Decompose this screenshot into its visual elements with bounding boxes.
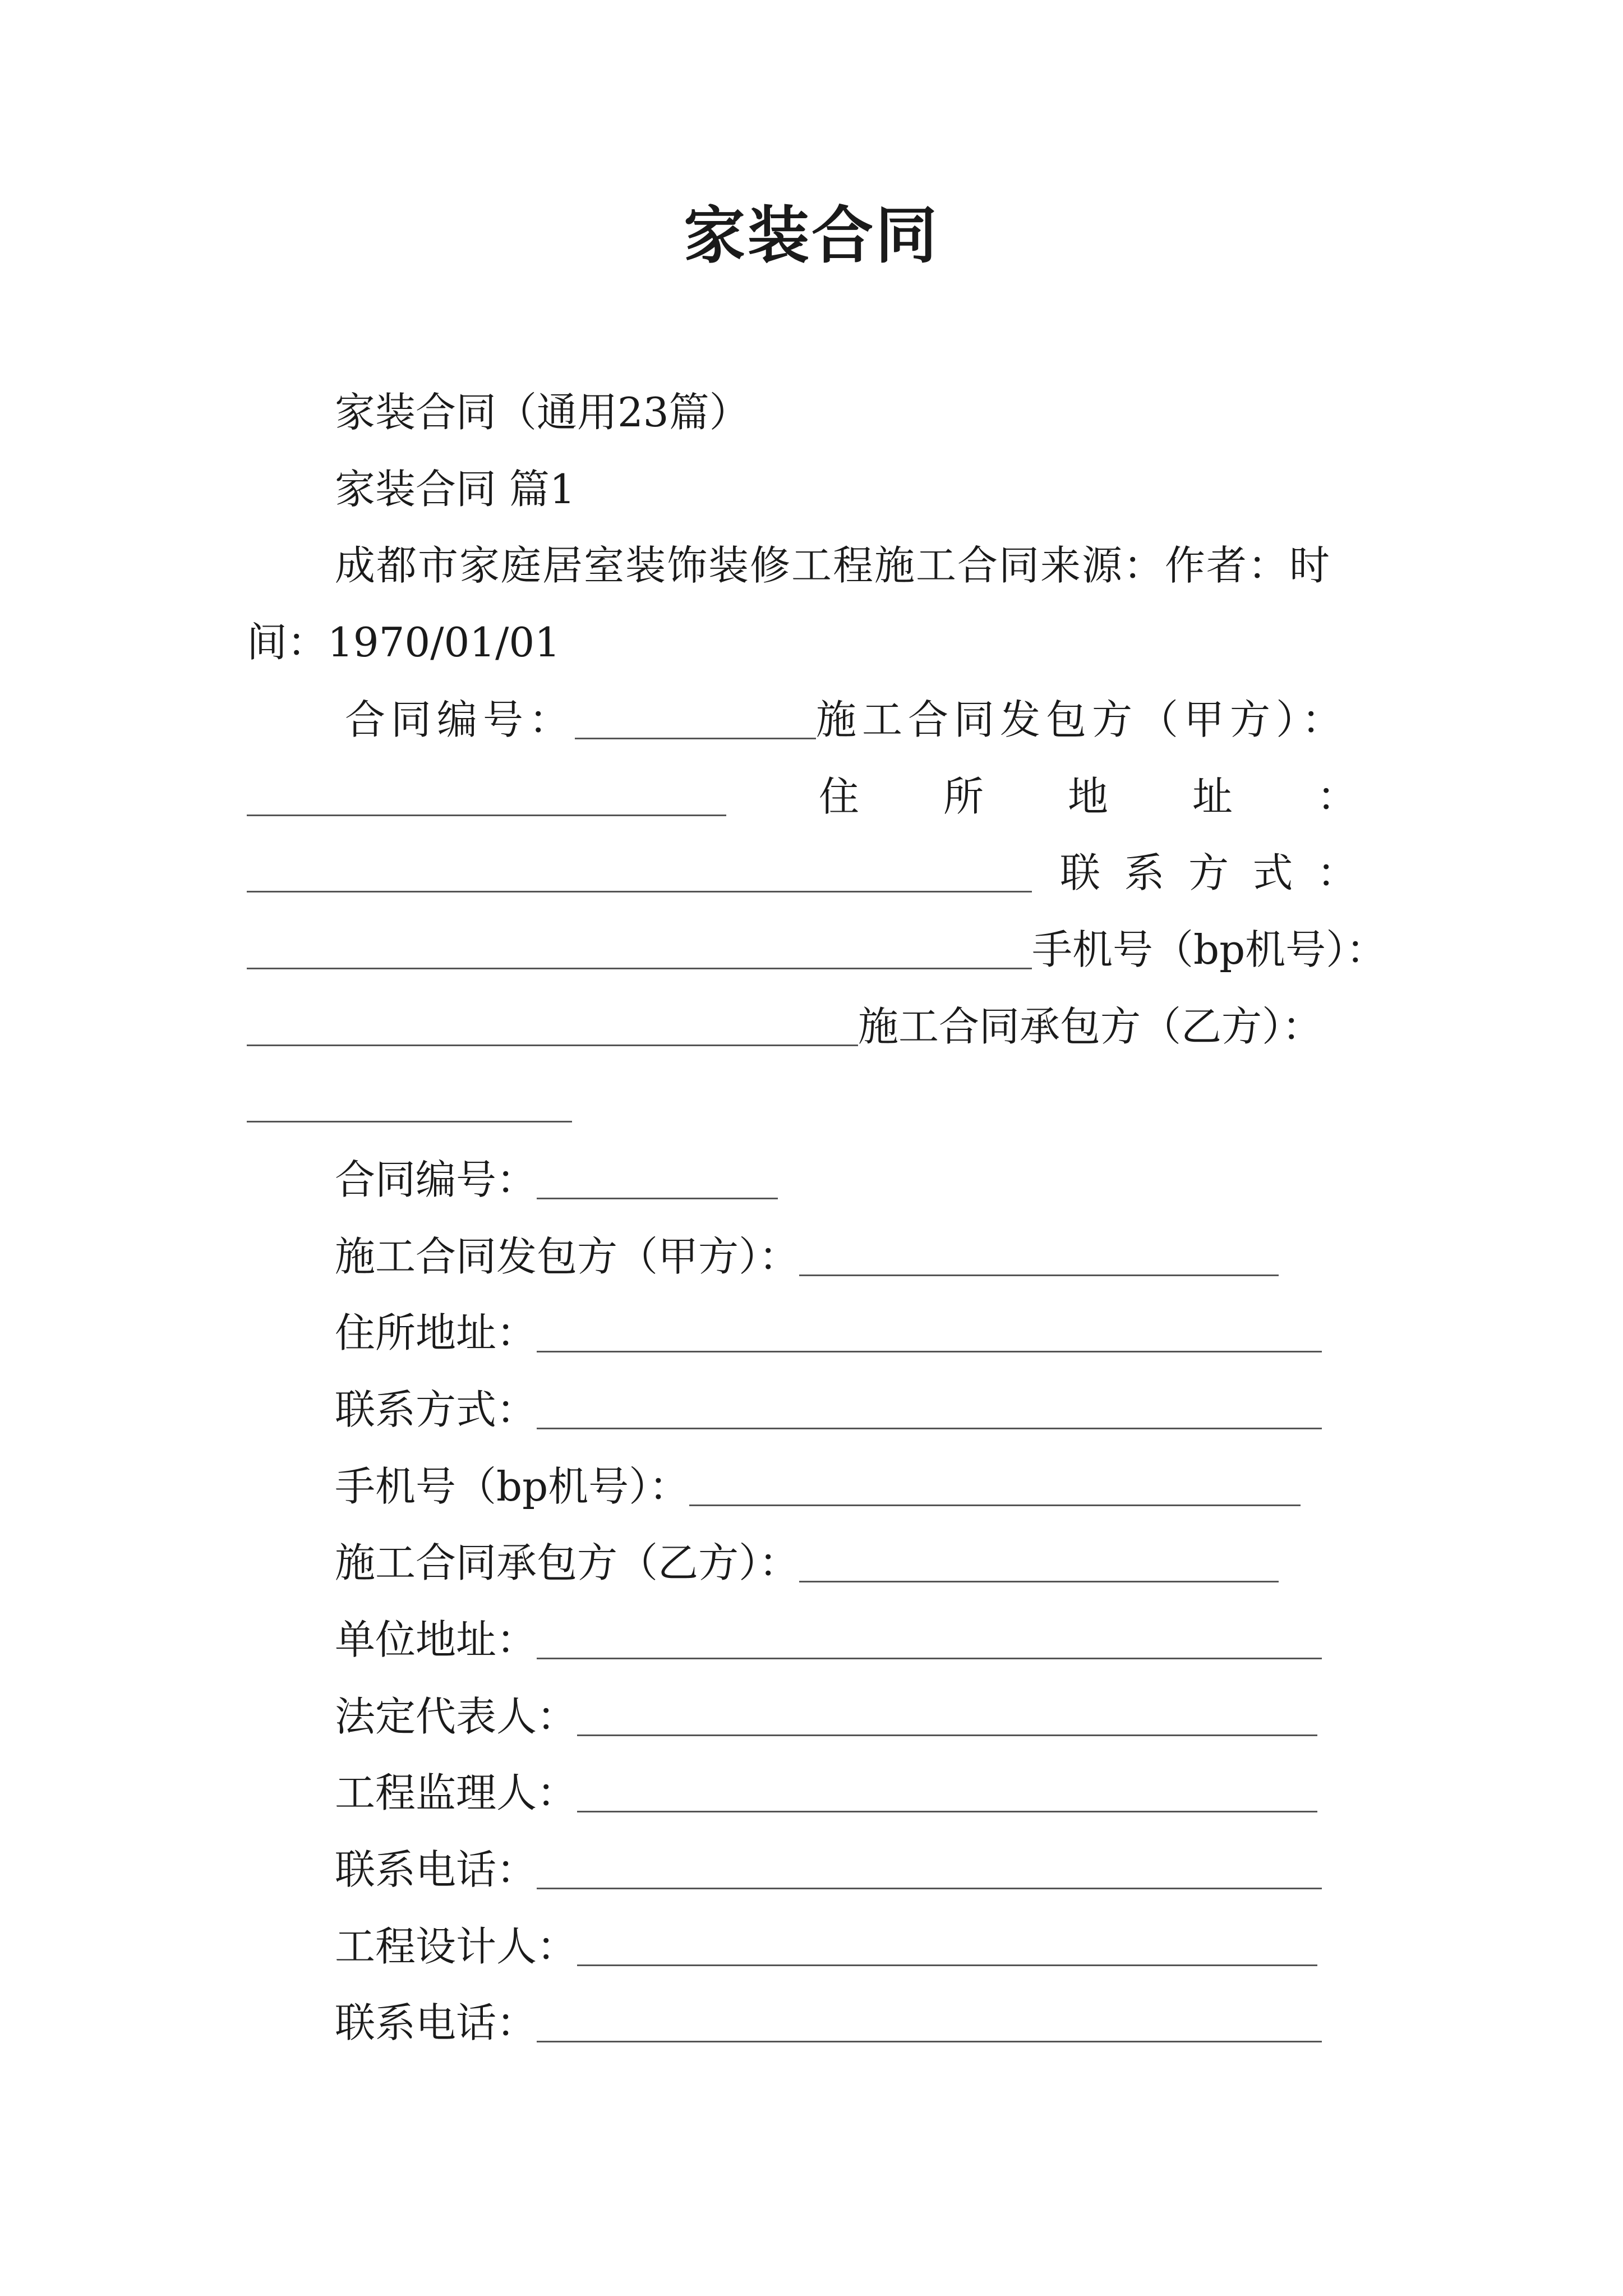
- dense-contact-label: 联 系 方 式 ：: [1060, 849, 1357, 896]
- contract-no-blank[interactable]: [537, 1152, 778, 1199]
- dense-contact-blank[interactable]: [247, 922, 1032, 969]
- dense-contract-no-label: 合同编号：: [345, 696, 575, 743]
- contact-blank[interactable]: [537, 1382, 1322, 1429]
- source-line-1: 成都市家庭居室装饰装修工程施工合同来源：作者：时: [335, 542, 1331, 589]
- dense-row-5: [247, 999, 1322, 1055]
- address-blank[interactable]: [537, 1305, 1322, 1352]
- dense-row-4: [247, 922, 1386, 978]
- dense-address-blank[interactable]: [247, 845, 1032, 892]
- dense-row-6: [247, 1075, 572, 1131]
- form-field-party-a: 施工合同发包方（甲方）：: [335, 1228, 1279, 1285]
- phone-2-blank[interactable]: [537, 1995, 1322, 2042]
- form-field-phone-1: 联系电话：: [335, 1842, 1322, 1898]
- unit-address-blank[interactable]: [537, 1612, 1322, 1659]
- form-field-contact: 联系方式：: [335, 1382, 1322, 1438]
- dense-mobile-label: 手机号（bp机号）：: [1032, 926, 1387, 973]
- dense-row-2-blank-wrap: [247, 769, 726, 825]
- dense-mobile-blank[interactable]: [247, 999, 858, 1046]
- party-a-blank[interactable]: [799, 1228, 1279, 1276]
- form-field-supervisor: 工程监理人：: [335, 1765, 1317, 1821]
- dense-party-a-label: 施工合同发包方（甲方）：: [816, 696, 1348, 743]
- dense-party-b-label: 施工合同承包方（乙方）：: [858, 1003, 1323, 1050]
- form-field-legal-rep: 法定代表人：: [335, 1688, 1317, 1745]
- form-field-phone-2: 联系电话：: [335, 1995, 1322, 2051]
- collection-heading: 家装合同（通用23篇）: [335, 389, 750, 436]
- dense-contract-no-blank[interactable]: [575, 692, 816, 739]
- dense-row-3-blank-wrap: [247, 845, 1032, 901]
- chapter-heading: 家装合同 篇1: [335, 466, 575, 513]
- document-title: 家装合同: [684, 199, 939, 272]
- supervisor-blank[interactable]: [577, 1765, 1317, 1812]
- form-field-mobile: 手机号（bp机号）：: [335, 1458, 1301, 1515]
- legal-rep-blank[interactable]: [577, 1688, 1317, 1736]
- form-field-address: 住所地址：: [335, 1305, 1322, 1361]
- form-field-contract-no: 合同编号：: [335, 1152, 778, 1208]
- dense-party-b-blank[interactable]: [247, 1075, 572, 1122]
- source-line-2: 间：1970/01/01: [247, 619, 560, 666]
- dense-party-a-blank[interactable]: [247, 769, 726, 816]
- dense-row-1: [345, 692, 1348, 748]
- party-b-blank[interactable]: [799, 1535, 1279, 1582]
- form-field-party-b: 施工合同承包方（乙方）：: [335, 1535, 1279, 1591]
- designer-blank[interactable]: [577, 1918, 1317, 1966]
- dense-address-label: 住 所 地 址 ：: [819, 773, 1357, 820]
- form-field-designer: 工程设计人：: [335, 1918, 1317, 1975]
- phone-1-blank[interactable]: [537, 1842, 1322, 1889]
- form-field-unit-address: 单位地址：: [335, 1612, 1322, 1668]
- mobile-blank[interactable]: [689, 1458, 1301, 1506]
